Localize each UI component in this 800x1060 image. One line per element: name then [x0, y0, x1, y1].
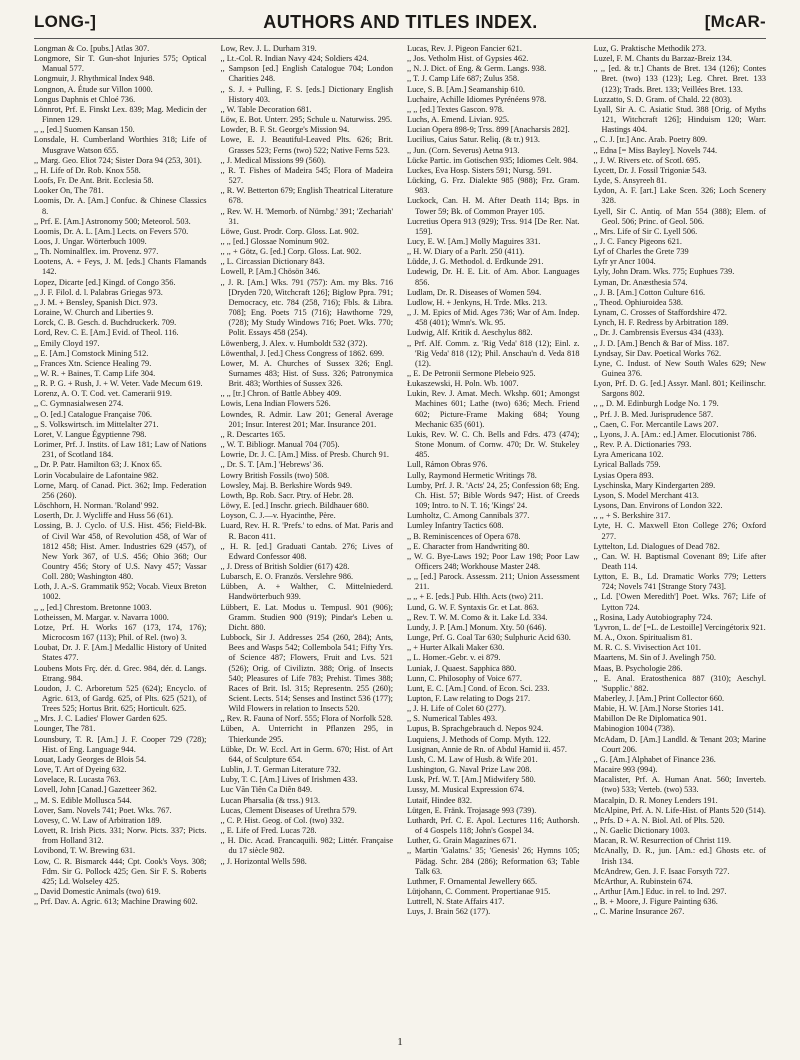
- index-column-3: [407, 44, 580, 1030]
- index-entry: Lütjohann, C. Comment. Propertianae 915.: [407, 886, 551, 896]
- index-entry: ,, Frances Xtn. Science Healing 79.: [34, 358, 152, 368]
- index-entry: ,, Can. W. H. Baptismal Covenant 89; Life after Death 114.: [593, 551, 766, 571]
- index-entry: ,, E. [Am.] Comstock Mining 512.: [34, 348, 149, 358]
- index-entry: ,, B. Reminiscences of Opera 678.: [407, 531, 521, 541]
- index-entry: Lönnrot, Prf. E. Finskt Lex. 839; Mag. Medicin der Finnen 129.: [34, 104, 207, 125]
- index-entry: ,, J. H. Life of Colet 60 (277).: [407, 704, 507, 714]
- index-entry: Mabillon De Re Diplomatica 901.: [593, 714, 707, 724]
- index-entry: Longmore, Sir T. Gun-shot Injuries 575; Optical Manual 577.: [34, 54, 207, 74]
- index-entry: Ludlam, Dr. R. Diseases of Women 594.: [407, 287, 542, 297]
- index-entry: Lyf of Charles the Grete 739: [593, 247, 689, 257]
- index-entry: ,, S. Volkswirtsch. im Mittelalter 271.: [34, 419, 159, 429]
- index-entry: Luther, G. Grain Magazines 671.: [407, 836, 517, 846]
- index-entry: Luby, T. C. [Am.] Lives of Irishmen 433.: [220, 775, 358, 785]
- index-entry: Lonsdale, H. Cumberland Worthies 318; Life of Musgrave Watson 655.: [34, 135, 207, 155]
- index-entry: Lücking, G. Frz. Dialekte 985 (988); Frz. Gram. 983.: [407, 176, 580, 196]
- index-entry: Luys, J. Brain 562 (177).: [407, 907, 491, 917]
- index-entry: ,, W. R. + Baines, T. Camp Life 304.: [34, 369, 156, 378]
- index-entry: Lupus, B. Sprachgebrauch d. Nepos 924.: [407, 724, 544, 734]
- index-entry: Lysias Opera 893.: [593, 470, 654, 480]
- index-entry: Lundy, J. P. [Am.] Monum. Xty. 50 (646).: [407, 622, 547, 632]
- index-entry: Lucan Pharsalia (& trss.) 913.: [220, 795, 321, 805]
- index-entry: Löwy, E. [ed.] Inschr. griech. Bildhauer 680.: [220, 501, 369, 511]
- index-entry: 'Lyvron, L. de' [=L. de Lestoille] Vercingétorix 921.: [593, 622, 766, 632]
- index-entry: Lyra Americana 102.: [593, 450, 664, 460]
- index-entry: Louat, Lady Georges de Blois 54.: [34, 754, 147, 764]
- index-entry: ,, Mrs. Life of Sir C. Lyell 506.: [593, 226, 698, 236]
- index-entry: Loraine, W. Church and Liberties 9.: [34, 308, 154, 318]
- index-entry: Loomis, Dr. A. [Am.] Confuc. & Chinese Classics 8.: [34, 196, 207, 216]
- index-entry: ,, + Hurter Alkali Maker 630.: [407, 643, 505, 653]
- index-entry: Lyschinska, Mary Kindergarten 289.: [593, 480, 716, 490]
- index-entry: ,, B. + Moore, J. Figure Painting 636.: [593, 897, 718, 907]
- index-entry: Lyfr yr Ancr 1004.: [593, 257, 656, 267]
- index-entry: ,, W. Table Decoration 681.: [220, 104, 312, 114]
- index-entry: Löwenthal, J. [ed.] Chess Congress of 1862. 699.: [220, 348, 385, 358]
- index-entry: ,, J. M. Epics of Mid. Ages 736; War of Am. Indep. 458 (401); Wmn's. Wk. 95.: [407, 308, 580, 328]
- index-entry: Lübben, A. + Walther, C. Mittelniederd. Handwörterbuch 939.: [220, 582, 393, 602]
- index-entry: Loos, J. Ungar. Wörterbuch 1009.: [34, 236, 147, 246]
- index-entry: ,, Martin 'Galatns.' 35; 'Genesis' 26; Hymns 105; Pädag. Schr. 284 (286); Reformation 63; Table Talk 63.: [407, 846, 580, 876]
- index-entry: ,, R. Descartes 165.: [220, 429, 286, 439]
- index-entry: ,, N. J. Dict. of Eng. & Germ. Langs. 938.: [407, 64, 547, 74]
- index-entry: ,, Rev. P. A. Dictionaries 793.: [593, 440, 692, 450]
- index-entry: Luchs, A. Emend. Livian. 925.: [407, 115, 510, 125]
- index-entry: Lyde, S. Ansyreeh 81.: [593, 176, 667, 186]
- index-entry: Lynch, H. F. Redress by Arbitration 189.: [593, 318, 729, 328]
- index-entry: Lorenz, A. O. T. Cod. vet. Camerarii 919.: [34, 389, 172, 399]
- index-entry: Łukaszewski, H. Poln. Wb. 1007.: [407, 379, 519, 389]
- index-entry: Macalpin, D. R. Money Lenders 191.: [593, 795, 718, 805]
- index-entry: ,, Jun. (Corn. Severus) Aetna 913.: [407, 145, 520, 155]
- index-entry: Luzzatto, S. D. Gram. of Chald. 22 (803).: [593, 94, 732, 104]
- index-entry: ,, ,, [ed.] Parock. Assessm. 211; Union Assessment 211.: [407, 572, 580, 592]
- index-entry: Lowrie, Dr. J. C. [Am.] Miss. of Presb. Church 91.: [220, 450, 389, 460]
- index-entry: McArthur, A. Rubinstein 674.: [593, 876, 693, 886]
- index-entry: Lorin Vocabulaire de Lafontaine 982.: [34, 470, 159, 480]
- index-entry: Loret, V. Langue Égyptienne 798.: [34, 429, 147, 439]
- index-entry: Lucian Opera 898-9; Trss. 899 [Anacharsis 282].: [407, 125, 570, 135]
- index-entry: Lyne, C. Indust. of New South Wales 629; New Guinea 376.: [593, 358, 766, 378]
- index-entry: ,, J. B. [Am.] Cotton Culture 616.: [593, 287, 706, 297]
- index-entry: ,, Prf. Dav. A. Agric. 613; Machine Drawing 602.: [34, 897, 198, 907]
- index-entry: Longmuir, J. Rhythmical Index 948.: [34, 74, 155, 84]
- index-entry: Lumholtz, C. Among Cannibals 377.: [407, 511, 530, 521]
- index-entry: ,, ,, [tr.] Chron. of Battle Abbey 409.: [220, 389, 342, 399]
- index-entry: Lovesy, C. W. Law of Arbitration 189.: [34, 815, 162, 825]
- index-entry: Lytton, E. B., Ld. Dramatic Works 779; Letters 724; Novels 741 [Strange Story 743].: [593, 572, 766, 592]
- index-entry: Lyson, S. Model Merchant 413.: [593, 490, 699, 500]
- index-entry: Luzel, F. M. Chants du Barzaz-Breiz 134.: [593, 54, 733, 64]
- index-entry: ,, Theod. Ophiuroidea 538.: [593, 297, 683, 307]
- index-entry: Lynam, C. Crosses of Staffordshire 472.: [593, 308, 728, 318]
- index-entry: Lopez, Dicarte [ed.] Kingd. of Congo 356.: [34, 277, 176, 287]
- index-entry: ,, ,, [ed. & tr.] Chants de Bret. 134 (126); Contes Bret. (two) 133 (123); Leg. Chret. Bret. 133 (123); Trads. Bret. 133; Veillées Bret. 133.: [593, 64, 766, 94]
- index-entry: ,, E. Character from Handwriting 80.: [407, 541, 530, 551]
- index-entry: Lushington, G. Naval Prize Law 208.: [407, 765, 532, 775]
- index-entry: Lotze, Prf. H. Works 167 (173, 174, 176); Microcosm 167 (113); Phil. of Rel. (two) 3.: [34, 622, 207, 643]
- index-entry: ,, C. J. [tr.] Anc. Arab. Poetry 809.: [593, 135, 708, 145]
- index-entry: Lyall, Sir A. C. Asiatic Stud. 388 [Orig. of Myths 121, Witchcraft 126]; Hinduism 120; Warr. Hastings 404.: [593, 104, 766, 135]
- index-entry: ,, E. Life of Fred. Lucas 728.: [220, 826, 317, 836]
- index-entry: Lyndsay, Sir Dav. Poetical Works 762.: [593, 348, 722, 358]
- index-entry: ,, Prf. Alf. Comm. z. 'Rig Veda' 818 (12); Einl. z. 'Rig Veda' 818 (12); Phil. Anschau'n d. Veda 818 (12).: [407, 338, 580, 368]
- index-entry: Lowth, Bp. Rob. Sacr. Ptry. of Hebr. 28.: [220, 490, 354, 500]
- index-entry: ,, J. R. [Am.] Wks. 791 (757): Am. my Bks. 716 [Dryden 720, Witchcraft 126]; Biglow Ppra. 791; Democracy, etc. 784 (258, 716); Fbls. & Libra. 708]; Eng. Poets 715 (716); Hawthorne 729, (728); My Study Windows 716; Poet. Wks. 770; Polit. Essays 458 (254).: [220, 277, 393, 338]
- index-entry: ,, Lt.-Col. R. Indian Navy 424; Soldiers 424.: [220, 54, 369, 64]
- index-entry: ,, Rosina, Lady Autobiography 724.: [593, 612, 713, 622]
- index-entry: Lorimer, Prf. J. Instits. of Law 181; Law of Nations 231, of Scotland 184.: [34, 440, 207, 460]
- index-entry: Lowell, P. [Am.] Chösön 346.: [220, 267, 321, 277]
- index-entry: Lovett, R. Irish Picts. 331; Norw. Picts. 337; Picts. from Holland 312.: [34, 826, 207, 846]
- index-entry: ,, L. Circassian Dictionary 843.: [220, 257, 325, 267]
- index-entry: Lucretius Opera 913 (929); Trss. 914 [De Rer. Nat. 159].: [407, 216, 580, 236]
- index-entry: Lysons, Dan. Environs of London 322.: [593, 501, 723, 511]
- index-entry: ,, M. S. Edible Mollusca 544.: [34, 795, 132, 805]
- index-entry: Lüdde, J. G. Methodol. d. Erdkunde 291.: [407, 257, 544, 267]
- index-entry: Lubbock, Sir J. Addresses 254 (260, 284); Ants, Bees and Wasps 542; Collembola 541; Fifty Yrs. of Science 487; Flowers, Fruit and Lvs. 521 (526); Orig. of Civiliztn. 388; Orig. of Insects 540; Pleasures of Life 783; Prehist. Times 388; Races of Brit. Isl. 315; Representn. 255 (260); Scient. Lects. 514; Senses and Instinct 536 (177); Wild Flowers in relation to Insects 520.: [220, 633, 393, 714]
- index-entry: ,, E. De Petronii Sermone Plebeio 925.: [407, 369, 536, 378]
- index-entry: Luquiens, J. Methods of Comp. Myth. 122.: [407, 734, 551, 744]
- index-entry: ,, L. Homer.-Gebr. v. ei 879.: [407, 653, 501, 663]
- index-entry: McAlpine, Prf. A. N. Life-Hist. of Plants 520 (514).: [593, 805, 766, 815]
- header-right: [McAR-: [704, 12, 766, 31]
- index-entry: ,, J. M. + Bensley, Spanish Dict. 973.: [34, 297, 158, 307]
- index-entry: Lubarsch, E. O. Französ. Verslehre 986.: [220, 572, 354, 582]
- index-entry: Lüben, A. Unterricht in Pflanzen 295, in Thierkunde 295.: [220, 724, 393, 744]
- index-entry: Lyte, H. C. Maxwell Eton College 276; Oxford 277.: [593, 521, 766, 541]
- index-entry: ,, ,, [ed.] Textes Gascon. 978.: [407, 104, 504, 114]
- index-entry: Lush, C. M. Law of Husb. & Wife 201.: [407, 754, 538, 764]
- index-entry: ,, H. Life of Dr. Rob. Knox 558.: [34, 165, 141, 175]
- index-entry: Loomis, Dr. A. L. [Am.] Lects. on Fevers 570.: [34, 226, 189, 236]
- index-entry: Low, C. R. Bismarck 444; Cpt. Cook's Voys. 308; Fdm. Sir G. Pollock 425; Gen. Sir F. S. Roberts 425; Ld. Wolseley 425.: [34, 856, 207, 886]
- index-entry: Lovelace, R. Lucasta 763.: [34, 775, 121, 785]
- index-entry: Longman & Co. [pubs.] Atlas 307.: [34, 44, 150, 53]
- index-entry: Lowis, Lena Indian Flowers 526.: [220, 399, 331, 409]
- index-entry: ,, Ld. ['Owen Meredith'] Poet. Wks. 767; Life of Lytton 724.: [593, 592, 766, 612]
- index-entry: ,, O. [ed.] Catalogue Française 706.: [34, 409, 152, 419]
- index-entry: Loserth, Dr. J. Wycliffe and Huss 56 (61).: [34, 511, 174, 521]
- index-entry: ,, S. Numerical Tables 493.: [407, 714, 498, 724]
- index-entry: Lunn, C. Philosophy of Voice 677.: [407, 673, 522, 683]
- index-entry: ,, Dr. J. Cambrensis Eversus 434 (433).: [593, 328, 724, 338]
- index-entry: ,, Prf. J. B. Med. Jurisprudence 587.: [593, 409, 714, 419]
- index-entry: Lovell, John [Canad.] Gazetteer 362.: [34, 785, 157, 795]
- index-entry: Lussy, M. Musical Expression 674.: [407, 785, 525, 795]
- index-entry: Lowndes, R. Admir. Law 201; General Average 201; Insur. Interest 201; Mar. Insurance 201.: [220, 409, 393, 429]
- index-entry: Macalister, Prf. A. Human Anat. 560; Inverteb. (two) 533; Verteb. (two) 533.: [593, 775, 766, 795]
- index-entry: McAnally, D. R., jun. [Am.: ed.] Ghosts etc. of Irish 134.: [593, 846, 766, 866]
- index-entry: Lorne, Marq. of Canad. Pict. 362; Imp. Federation 256 (260).: [34, 480, 207, 500]
- index-entry: Lowe, E. J. Beautiful-Leaved Plts. 626; Brit. Grasses 523; Ferns (two) 522; Native Ferns 523.: [220, 135, 393, 155]
- index-entry: Lovibond, T. W. Brewing 631.: [34, 846, 136, 856]
- index-entry: ,, J. D. [Am.] Bench & Bar of Miss. 187.: [593, 338, 730, 348]
- index-entry: ,, Marg. Geo. Eliot 724; Sister Dora 94 (253, 301).: [34, 155, 202, 165]
- index-entry: Lyly, John Dram. Wks. 775; Euphues 739.: [593, 267, 735, 277]
- index-entry: Lund, G. W. F. Syntaxis Gr. et Lat. 863.: [407, 602, 539, 612]
- index-entry: Mabie, H. W. [Am.] Norse Stories 141.: [593, 704, 724, 714]
- index-entry: ,, G. [Am.] Alphabet of Finance 236.: [593, 754, 716, 764]
- index-entry: Lukis, Rev. W. C. Ch. Bells and Fdrs. 473 (474); Stone Monum. of Cornw. 470; Dr. W. Stukeley 485.: [407, 429, 580, 460]
- index-entry: ,, Mrs. J. C. Ladies' Flower Garden 625.: [34, 714, 168, 724]
- index-entry: Lucy, E. W. [Am.] Molly Maguires 331.: [407, 236, 541, 246]
- index-entry: Loofs, Fr. De Ant. Brit. Ecclesia 58.: [34, 176, 154, 186]
- index-entry: Loth, J. A.-S. Grammatik 952; Vocab. Vieux Breton 1002.: [34, 582, 207, 602]
- index-entry: Ludwig, Alf. Kritik d. Aeschylus 882.: [407, 328, 533, 338]
- index-columns: [34, 44, 766, 1030]
- index-entry: Löwe, Gust. Prodr. Corp. Gloss. Lat. 902.: [220, 226, 360, 236]
- index-entry: Lübke, Dr. W. Eccl. Art in Germ. 670; Hist. of Art 644, of Sculpture 654.: [220, 744, 393, 764]
- index-column-1: [34, 44, 207, 1030]
- index-entry: Maberley, J. [Am.] Print Collector 660.: [593, 694, 725, 703]
- index-entry: Lossing, B. J. Cyclo. of U.S. Hist. 456; Field-Bk. of Civil War 458, of Revolution 458, of War of 1812 458; Hist. Amer. Industries 629 (457), of New York 367, of U.S. 456; Ohio 368; Our Country 456; Story of U.S. Navy 457; Vassar Coll. 280; Washington 480.: [34, 521, 207, 582]
- index-entry: Luniak, J. Quaest. Sapphica 880.: [407, 663, 517, 673]
- index-entry: ,, J. Horizontal Wells 598.: [220, 856, 307, 866]
- index-entry: ,, C. Gymnasialwesen 274.: [34, 399, 124, 409]
- index-entry: Lowry British Fossils (two) 508.: [220, 470, 330, 480]
- index-entry: ,, Rev. R. Fauna of Norf. 555; Flora of Norfolk 528.: [220, 714, 393, 724]
- page-header: [34, 8, 766, 36]
- index-entry: ,, J. W. Rivers etc. of Scotl. 695.: [593, 155, 701, 165]
- header-title: AUTHORS AND TITLES INDEX.: [263, 11, 538, 32]
- index-entry: Macan, R. W. Resurrection of Christ 119.: [593, 836, 731, 846]
- index-entry: ,, Rev. T. W. M. Como & it. Lake Ld. 334.: [407, 612, 548, 622]
- index-entry: ,, R. T. Fishes of Madeira 545; Flora of Madeira 527.: [220, 165, 393, 186]
- index-entry: Lütgen, E. Fränk. Trojasage 993 (739).: [407, 805, 537, 815]
- index-entry: Looker On, The 781.: [34, 186, 104, 196]
- index-entry: Luce, S. B. [Am.] Seamanship 610.: [407, 84, 525, 94]
- index-entry: ,, R. W. Betterton 679; English Theatrical Literature 678.: [220, 186, 393, 206]
- index-entry: Lowsley, Maj. B. Berkshire Words 949.: [220, 480, 353, 490]
- index-entry: Loubat, Dr. J. F. [Am.] Medallic History of United States 477.: [34, 643, 207, 663]
- index-entry: ,, Prf. E. [Am.] Astronomy 500; Meteorol. 503.: [34, 216, 191, 226]
- index-entry: Lootens, A. + Feys, J. M. [eds.] Chants Flamands 142.: [34, 257, 207, 277]
- index-entry: Luchaire, Achille Idiomes Pyrénéens 978.: [407, 94, 547, 104]
- index-entry: ,, Edna [= Miss Bayley]. Novels 744.: [593, 145, 718, 155]
- index-entry: ,, Th. Nominalflex. im. Provenz. 977.: [34, 247, 159, 257]
- index-entry: ,, ,, + S. Berkshire 317.: [593, 511, 671, 521]
- index-entry: Lublin, J. T. German Literature 732.: [220, 765, 341, 775]
- index-entry: Maartens, M. Sin of J. Avelingh 750.: [593, 653, 716, 663]
- index-entry: Lukin, Rev. J. Amat. Mech. Wkshp. 601; Amongst Machines 601; Lathe (two) 636; Mech. Friend 602; Picture-Frame Making 684; Young Mechanic 635 (601).: [407, 389, 580, 429]
- index-entry: ,, ,, [ed.] Chrestom. Bretonne 1003.: [34, 602, 152, 612]
- index-entry: Luard, Rev. H. R. 'Prefs.' to edns. of Mat. Paris and R. Bacon 411.: [220, 521, 393, 541]
- index-entry: Löschhorn, H. Norman. 'Roland' 992.: [34, 501, 159, 511]
- index-entry: Luc Văn Tiên Ca Diên 849.: [220, 785, 313, 795]
- index-entry: Lycett, Dr. J. Fossil Trigoniæ 543.: [593, 165, 707, 175]
- index-entry: Lusk, Prf. W. T. [Am.] Midwifery 580.: [407, 775, 536, 785]
- index-entry: ,, H. R. [ed.] Graduati Cantab. 276; Lives of Edward Confessor 408.: [220, 541, 393, 561]
- index-entry: Lucas, Clement Diseases of Urethra 579.: [220, 805, 357, 815]
- index-entry: Löwenberg, J. Alex. v. Humboldt 532 (372).: [220, 338, 368, 348]
- index-entry: Lorck, C. B. Gesch. d. Buchdruckerk. 709.: [34, 318, 177, 328]
- index-entry: ,, Prfs. D + A. N. Biol. Atl. of Plts. 520.: [593, 815, 725, 825]
- index-entry: ,, J. Medical Missions 99 (560).: [220, 155, 326, 165]
- index-entry: Lower, M. A. Churches of Sussex 326; Engl. Surnames 483; Hist. of Suss. 326; Patronymica Brit. 483; Worthies of Sussex 326.: [220, 358, 393, 389]
- index-entry: ,, Arthur [Am.] Educ. in rel. to Ind. 297.: [593, 886, 727, 896]
- index-entry: ,, Lyons, J. A. [Am.: ed.] Amer. Elocutionist 786.: [593, 429, 757, 439]
- index-entry: Love, T. Art of Dyeing 632.: [34, 765, 127, 775]
- index-entry: Lowder, B. F. St. George's Mission 94.: [220, 125, 350, 135]
- index-entry: Lucilius, Caius Satur. Reliq. (& tr.) 913.: [407, 135, 540, 145]
- index-entry: Lupton, F. Law relating to Dogs 217.: [407, 694, 531, 703]
- index-entry: ,, ,, [ed.] Glossae Nominum 902.: [220, 236, 330, 246]
- index-entry: ,, S. J. + Pulling, F. S. [eds.] Dictionary English History 403.: [220, 84, 393, 104]
- index-entry: Lounger, The 781.: [34, 724, 96, 734]
- index-entry: ,, J. C. Fancy Pigeons 621.: [593, 236, 683, 246]
- index-entry: M. A., Oxon. Spiritualism 81.: [593, 633, 693, 643]
- index-entry: ,, Dr. P. Patr. Hamilton 63; J. Knox 65.: [34, 460, 162, 470]
- index-entry: ,, ,, + Götz, G. [ed.] Corp. Gloss. Lat. 902.: [220, 247, 362, 257]
- index-entry: ,, H. Dic. Acad. Francaquili. 982; Littér. Française du 17 siècle 982.: [220, 836, 393, 856]
- index-entry: Longnon, A. Étude sur Villon 1000.: [34, 84, 153, 94]
- index-entry: Luckock, Can. H. M. After Death 114; Bps. in Tower 59; Bk. of Common Prayer 105.: [407, 196, 580, 216]
- index-entry: Lyman, Dr. Anæsthesia 574.: [593, 277, 688, 287]
- index-entry: Loyson, C. J.—v. Hyacinthe, Père.: [220, 511, 336, 521]
- index-entry: Lübbert, E. Lat. Modus u. Tempusl. 901 (906); Gramm. Studien 900 (919); Pindar's Leben u. Dicht. 880.: [220, 602, 393, 632]
- index-entry: Luckes, Eva Hosp. Sisters 591; Nursg. 591.: [407, 165, 552, 175]
- index-entry: Maas, B. Psychologie 286.: [593, 663, 683, 673]
- index-entry: Lounsbury, T. R. [Am.] J. F. Cooper 729 (728); Hist. of Eng. Language 944.: [34, 734, 207, 754]
- index-entry: Mabinogion 1004 (738).: [593, 724, 675, 734]
- index-entry: Ludlow, H. + Jenkyns, H. Trde. Mks. 213.: [407, 297, 548, 307]
- index-entry: Loudon, J. C. Arboretum 525 (624); Encyclo. of Agric. 613, of Gardg. 625, of Plts. 625 (521), of Trees 525; Hortus Brit. 625; Horticult. 625.: [34, 683, 207, 714]
- index-entry: Lydon, A. F. [art.] Lake Scen. 326; Loch Scenery 328.: [593, 186, 766, 206]
- index-entry: ,, E. Anal. Eratosthenica 887 (310); Aeschyl. 'Supplic.' 882.: [593, 673, 766, 693]
- index-entry: Lucas, Rev. J. Pigeon Fancier 621.: [407, 44, 522, 53]
- index-entry: Lyon, Prf. D. G. [ed.] Assyr. Manl. 801; Keilinschr. Sargons 802.: [593, 379, 766, 399]
- index-entry: Lumley Infantry Tactics 608.: [407, 521, 504, 531]
- index-entry: Lull, Rámon Obras 976.: [407, 460, 488, 470]
- index-entry: Lyell, Sir C. Antiq. of Man 554 (388); Elem. of Geol. 506; Princ. of Geol. 506.: [593, 206, 766, 226]
- index-column-4: [594, 44, 767, 1030]
- index-entry: Lücke Partic. im Gotischen 935; Idiomes Celt. 984.: [407, 155, 578, 165]
- index-entry: ,, R. P. G. + Rush, J. + W. Veter. Vade Mecum 619.: [34, 379, 203, 389]
- index-entry: ,, J. Dress of British Soldier (617) 428.: [220, 561, 350, 571]
- index-entry: ,, ,, + E. [eds.] Pub. Hlth. Acts (two) 211.: [407, 592, 544, 602]
- header-left: LONG-]: [34, 12, 97, 31]
- index-entry: Lyrical Ballads 759.: [593, 460, 661, 470]
- index-entry: Löw, E. Bot. Unterr. 295; Schule u. Naturwiss. 295.: [220, 115, 393, 125]
- index-entry: Lully, Raymond Hermetic Writings 78.: [407, 470, 537, 480]
- index-entry: ,, ,, D. M. Edinburgh Lodge No. 1 79.: [593, 399, 719, 409]
- index-entry: ,, Jos. Vetholm Hist. of Gypsies 462.: [407, 54, 529, 64]
- index-entry: ,, J. F. Filol. d. l. Palabras Griegas 973.: [34, 287, 163, 297]
- index-entry: Lord, Rev. C. E. [Am.] Evid. of Theol. 116.: [34, 328, 179, 338]
- index-entry: ,, C. Marine Insurance 267.: [593, 907, 685, 917]
- page-number: 1: [397, 1036, 403, 1048]
- index-entry: ,, H. W. Diary of a Parlt. 250 (411).: [407, 247, 525, 257]
- index-entry: ,, T. J. Camp Life 687; Zulus 358.: [407, 74, 520, 84]
- index-entry: Loubens Mots Frç. dér. d. Grec. 984, dér. d. Langs. Etrang. 984.: [34, 663, 207, 683]
- index-entry: Luthmer, F. Ornamental Jewellery 665.: [407, 876, 538, 886]
- index-entry: ,, Caen, C. For. Mercantile Laws 207.: [593, 419, 719, 429]
- index-entry: Longus Daphnis et Chloé 736.: [34, 94, 136, 104]
- index-entry: ,, ,, [ed.] Suomen Kansan 150.: [34, 125, 135, 135]
- index-entry: Ludewig, Dr. H. E. Lit. of Am. Abor. Languages 856.: [407, 267, 580, 287]
- index-entry: Lusignan, Annie de Rn. of Abdul Hamid ii. 457.: [407, 744, 567, 754]
- index-entry: Lyttelton, Ld. Dialogues of Dead 782.: [593, 541, 720, 551]
- index-entry: Lumby, Prf. J. R. 'Acts' 24, 25; Confession 68; Eng. Ch. Hist. 57; Bible Words 947; Hist. of Creeds 109; Intro. to N. T. 16; 'Kings' 24.: [407, 480, 580, 511]
- index-entry: McAdam, D. [Am.] Landld. & Tenant 203; Marine Court 206.: [593, 734, 766, 754]
- index-entry: Luthardt, Prf. C. E. Apol. Lectures 116; Authorsh. of 4 Gospels 118; John's Gospel 34.: [407, 815, 580, 836]
- index-column-2: [221, 44, 394, 1030]
- index-entry: ,, Emily Cloyd 197.: [34, 338, 100, 348]
- index-entry: ,, W. T. Bibliogr. Manual 704 (705).: [220, 440, 340, 450]
- index-entry: Lunge, Prf. G. Coal Tar 630; Sulphuric Acid 630.: [407, 633, 571, 643]
- index-entry: Low, Rev. J. L. Durham 319.: [220, 44, 317, 53]
- index-entry: Luz, G. Praktische Methodik 273.: [593, 44, 707, 53]
- index-entry: Lover, Sam. Novels 741; Poet. Wks. 767.: [34, 805, 172, 815]
- index-entry: Lutaif, Hindee 832.: [407, 795, 472, 805]
- index-entry: Lunt, E. C. [Am.] Cond. of Econ. Sci. 233.: [407, 683, 550, 693]
- header-rule: [34, 38, 766, 39]
- index-entry: ,, W. G. Bye-Laws 192; Poor Law 198; Poor Law Officers 248; Workhouse Master 248.: [407, 551, 580, 571]
- index-entry: Lotheissen, M. Margar. v. Navarra 1000.: [34, 612, 169, 622]
- index-entry: McAndrew, Gen. J. F. Isaac Forsyth 727.: [593, 866, 730, 876]
- index-entry: ,, C. P. Hist. Geog. of Col. (two) 332.: [220, 815, 345, 825]
- index-entry: Macaire 993 (994).: [593, 765, 658, 775]
- index-entry: ,, David Domestic Animals (two) 619.: [34, 886, 161, 896]
- index-entry: ,, N. Gaelic Dictionary 1003.: [593, 826, 690, 836]
- index-entry: M. R. C. S. Vivisection Act 101.: [593, 643, 701, 653]
- index-entry: ,, Dr. S. T. [Am.] 'Hebrews' 36.: [220, 460, 324, 470]
- index-entry: ,, Sampson [ed.] English Catalogue 704; London Charities 248.: [220, 64, 393, 84]
- index-entry: Luttrell, N. State Affairs 417.: [407, 897, 505, 907]
- index-entry: ,, Rev. W. H. 'Memorb. of Nürnbg.' 391; 'Zechariah' 31.: [220, 206, 393, 226]
